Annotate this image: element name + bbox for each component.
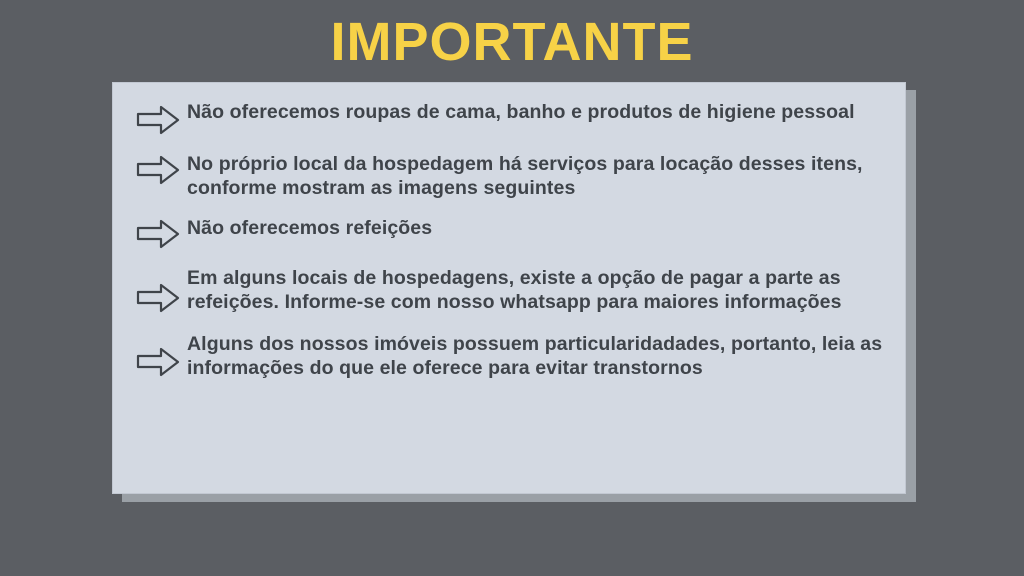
list-item [113,265,907,315]
right-arrow-icon [135,217,181,251]
list-item [113,151,907,201]
list-item [113,331,907,381]
list-item [113,215,907,251]
list-item-label: Não oferecemos roupas de cama, banho e produtos de higiene pessoal [187,101,855,123]
bullet-list [113,97,907,395]
list-item-label: No próprio local da hospedagem há serviços para locação desses itens, conforme mostram as imagens seguintes [187,153,863,200]
right-arrow-icon [135,345,181,379]
list-item-label: Em alguns locais de hospedagens, existe a opção de pagar a parte as refeições. Informe-se com nosso whatsapp para maiores informações [187,266,842,314]
list-item-label: Alguns dos nossos imóveis possuem particularidadades, portanto, leia as informações do que ele oferece para evitar transtornos [187,332,883,380]
content-panel [112,82,906,494]
page-title: IMPORTANTE [330,12,694,72]
list-item-label: Não oferecemos refeições [187,216,433,239]
list-item [113,99,907,137]
right-arrow-icon [135,281,181,315]
right-arrow-icon [135,153,181,187]
right-arrow-icon [135,103,181,137]
